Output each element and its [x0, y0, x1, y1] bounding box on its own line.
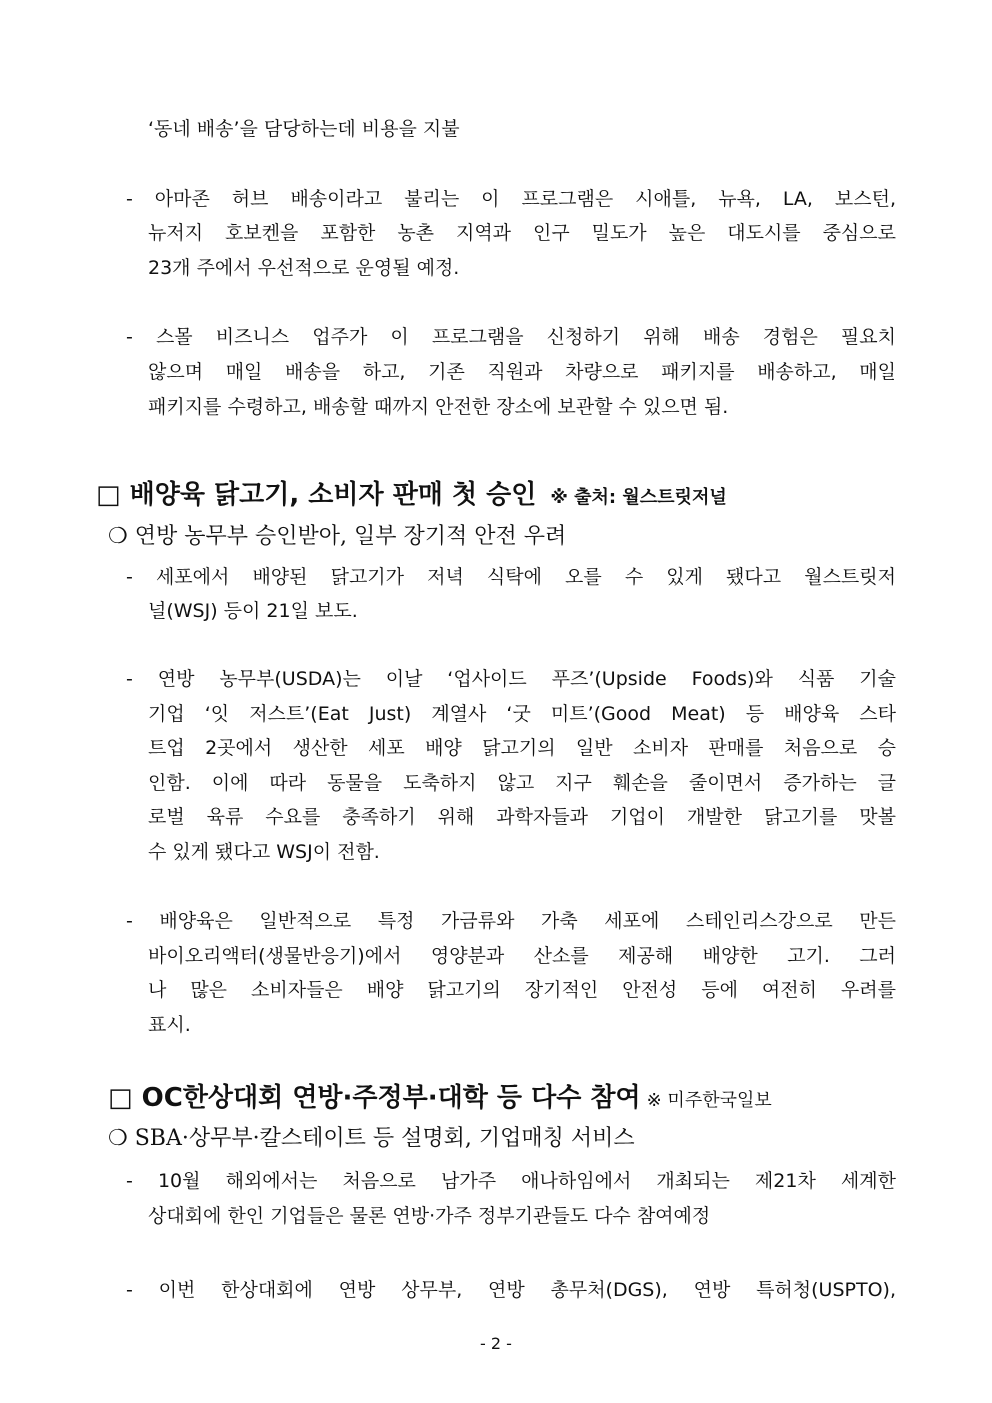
text-line: 않으며 매일 배송을 하고, 기존 직원과 차량으로 패키지를 배송하고, 매일 — [148, 361, 896, 383]
bullet-line: - 세포에서 배양된 닭고기가 저녁 식탁에 오를 수 있게 됐다고 월스트릿저 — [126, 566, 896, 588]
section-heading-title: □ OC한상대회 연방·주정부·대학 등 다수 참여 — [108, 1083, 641, 1113]
text-line: 수 있게 됐다고 WSJ이 전함. — [148, 841, 380, 863]
subheading: ❍ 연방 농무부 승인받아, 일부 장기적 안전 우려 — [108, 524, 567, 549]
text-line: 인함. 이에 따라 동물을 도축하지 않고 지구 훼손을 줄이면서 증가하는 글 — [148, 772, 896, 794]
bullet-line: - 아마존 허브 배송이라고 불리는 이 프로그램은 시애틀, 뉴욕, LA, 보스턴, — [126, 188, 896, 210]
section-heading — [96, 477, 727, 516]
section-source: ※ 미주한국일보 — [646, 1090, 772, 1111]
page-number: - 2 - — [480, 1334, 512, 1353]
subheading: ❍ SBA·상무부·칼스테이트 등 설명회, 기업매칭 서비스 — [108, 1126, 635, 1151]
text-line: 나 많은 소비자들은 배양 닭고기의 장기적인 안전성 등에 여전히 우려를 — [148, 979, 896, 1001]
text-line: 뉴저지 호보켄을 포함한 농촌 지역과 인구 밀도가 높은 대도시를 중심으로 — [148, 222, 896, 244]
text-line: 상대회에 한인 기업들은 물론 연방·가주 정부기관들도 다수 참여예정 — [148, 1205, 711, 1227]
bullet-line: - 스몰 비즈니스 업주가 이 프로그램을 신청하기 위해 배송 경험은 필요치 — [126, 326, 896, 348]
text-line: 기업 ‘잇 저스트’(Eat Just) 계열사 ‘굿 미트’(Good Meat) 등 배양육 스타 — [148, 703, 896, 725]
section-heading — [108, 1080, 772, 1119]
text-line: 23개 주에서 우선적으로 운영될 예정. — [148, 257, 460, 279]
text-line: ‘동네 배송’을 담당하는데 비용을 지불 — [148, 118, 460, 140]
text-line: 로벌 육류 수요를 충족하기 위해 과학자들과 기업이 개발한 닭고기를 맛볼 — [148, 806, 896, 828]
bullet-line: - 배양육은 일반적으로 특정 가금류와 가축 세포에 스테인리스강으로 만든 — [126, 910, 896, 932]
bullet-line: - 10월 해외에서는 처음으로 남가주 애나하임에서 개최되는 제21차 세계한 — [126, 1170, 896, 1192]
text-line: 바이오리액터(생물반응기)에서 영양분과 산소를 제공해 배양한 고기. 그러 — [148, 945, 896, 967]
text-line: 표시. — [148, 1014, 191, 1036]
bullet-line: - 이번 한상대회에 연방 상무부, 연방 총무처(DGS), 연방 특허청(USPTO), — [126, 1279, 896, 1301]
section-source: ※ 출처: 월스트릿저널 — [550, 487, 727, 508]
text-line: 패키지를 수령하고, 배송할 때까지 안전한 장소에 보관할 수 있으면 됨. — [148, 396, 729, 418]
section-heading-title: □ 배양육 닭고기, 소비자 판매 첫 승인 — [96, 480, 537, 510]
bullet-line: - 연방 농무부(USDA)는 이날 ‘업사이드 푸즈’(Upside Foods)와 식품 기술 — [126, 668, 896, 690]
text-line: 트업 2곳에서 생산한 세포 배양 닭고기의 일반 소비자 판매를 처음으로 승 — [148, 737, 896, 759]
text-line: 널(WSJ) 등이 21일 보도. — [148, 600, 358, 622]
